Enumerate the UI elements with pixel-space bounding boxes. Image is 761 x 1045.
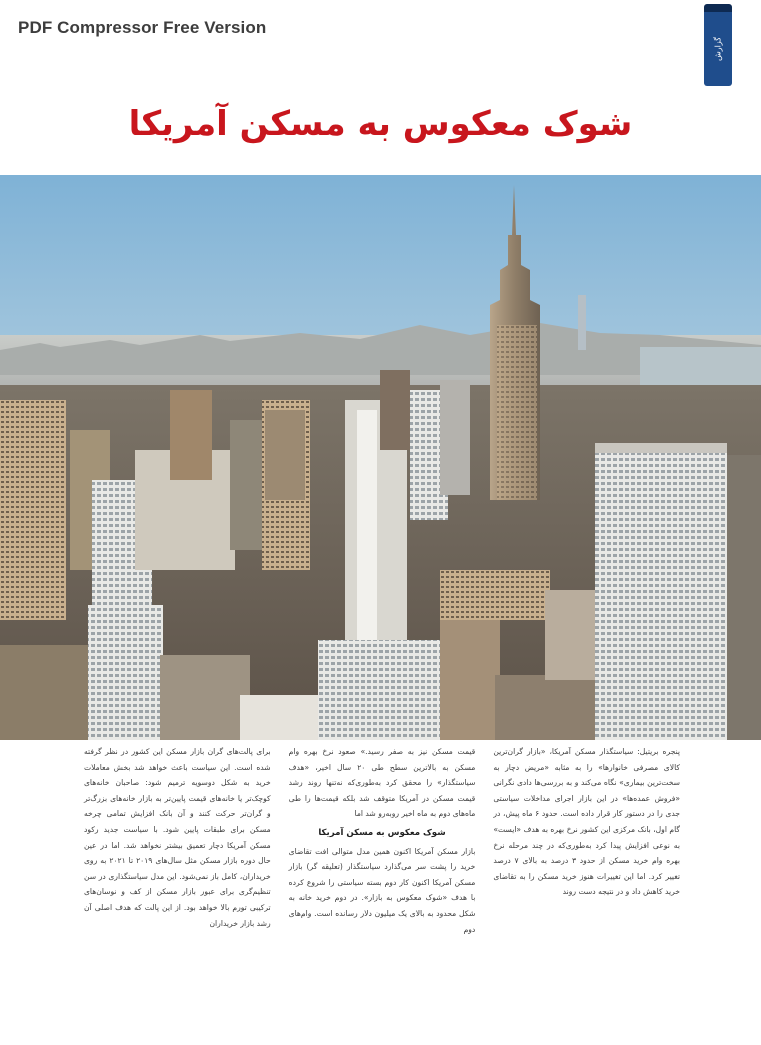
article-column-2 <box>289 744 476 974</box>
paragraph-1: پنجره بریتیل: سیاستگذار مسکن آمریکا، «بازار گران‌ترین کالای مصرفی خانوارها» را به مثابه «مریض دچار به سخت‌ترین بیماری» نگاه می‌کند و به بررسی‌ها دادی نگرانی «فروش عمده‌ها» در این بازار اجرای مداخلات سیاستی جدی را در دستور کار قرار داده است. حدود ۶ ماه پیش، در گام اول، بانک مرکزی این کشور نرخ بهره به هدف «ایست» به نوعی افزایش پیدا کرد به‌طوری‌که در چند مرحله نرخ بهره وام خرید مسکن از حدود ۳ درصد به بالای ۷ درصد تغییر کرد. اما این تغییرات هنوز خرید مسکن را به تقاضای خرید کاهش داد و در نتیجه دست روند <box>493 747 681 897</box>
city-skyline-photo <box>0 175 761 740</box>
section-tab <box>704 4 732 86</box>
article-column-1 <box>493 744 680 974</box>
article-column-3 <box>84 744 271 974</box>
article-body <box>84 744 680 974</box>
article-subheading: شوک معکوس به مسکن آمریکا <box>318 827 446 838</box>
section-tab-label: گزارش <box>713 36 723 62</box>
article-headline: شوک معکوس به مسکن آمریکا <box>128 104 633 144</box>
paragraph-2: قیمت مسکن نیز به صفر رسید.» صعود نرخ بهره وام مسکن به بالاترین سطح طی ۲۰ سال اخیر، «هدف سیاستگذار» را محقق کرد به‌طوری‌که نه‌تنها روند رشد قیمت مسکن در آمریکا متوقف شد بلکه قیمت‌ها را طی ماه‌های دوم به ماه اخیر روبه‌رو شد اما <box>288 747 476 819</box>
pdf-compressor-watermark: PDF Compressor Free Version <box>18 18 267 37</box>
hero-photo <box>0 175 761 740</box>
paragraph-3: بازار مسکن آمریکا اکنون همین مدل متوالی افت تقاضای خرید را پشت سر می‌گذارد سیاستگذار (تعلیقه گر) بازار مسکن آمریکا اکنون کار دوم بسته سیاستی را شروع کرده با هدف «شوک معکوس به بازار». در دوم خرید خانه به شکل محدود به بالای یک میلیون دلار رسانده است. وام‌های دوم <box>288 846 476 934</box>
paragraph-4: برای پالت‌های گران بازار مسکن این کشور در نظر گرفته شده است. این سیاست باعث خواهد شد بخش معاملات خرید به شکل دوسویه ترمیم شود: صاحبان خانه‌های کوچک‌تر یا خانه‌های قیمت پایین‌تر به بازار خانه‌های بزرگ‌تر و گران‌تر حرکت کنند و آن بانک افزایش تمامی چرخه مسکن برای طبقات پایین شود. با سیاست جدید رکود مسکن آمریکا دچار تعمیق بیشتر نخواهد شد. اما در عین حال دوره بازار مسکن مثل سال‌های ۲۰۱۹ تا ۲۰۲۱ به روی خریداران، کامل باز نمی‌شود. این مدل سیاستگذاری در سن تنظیم‌گری برای عبور بازار مسکن از کف و نوسان‌های ترکیبی تورم بالا خواهد بود. از این پالت که هدف اصلی آن رشد بازار خریداران <box>83 747 271 928</box>
